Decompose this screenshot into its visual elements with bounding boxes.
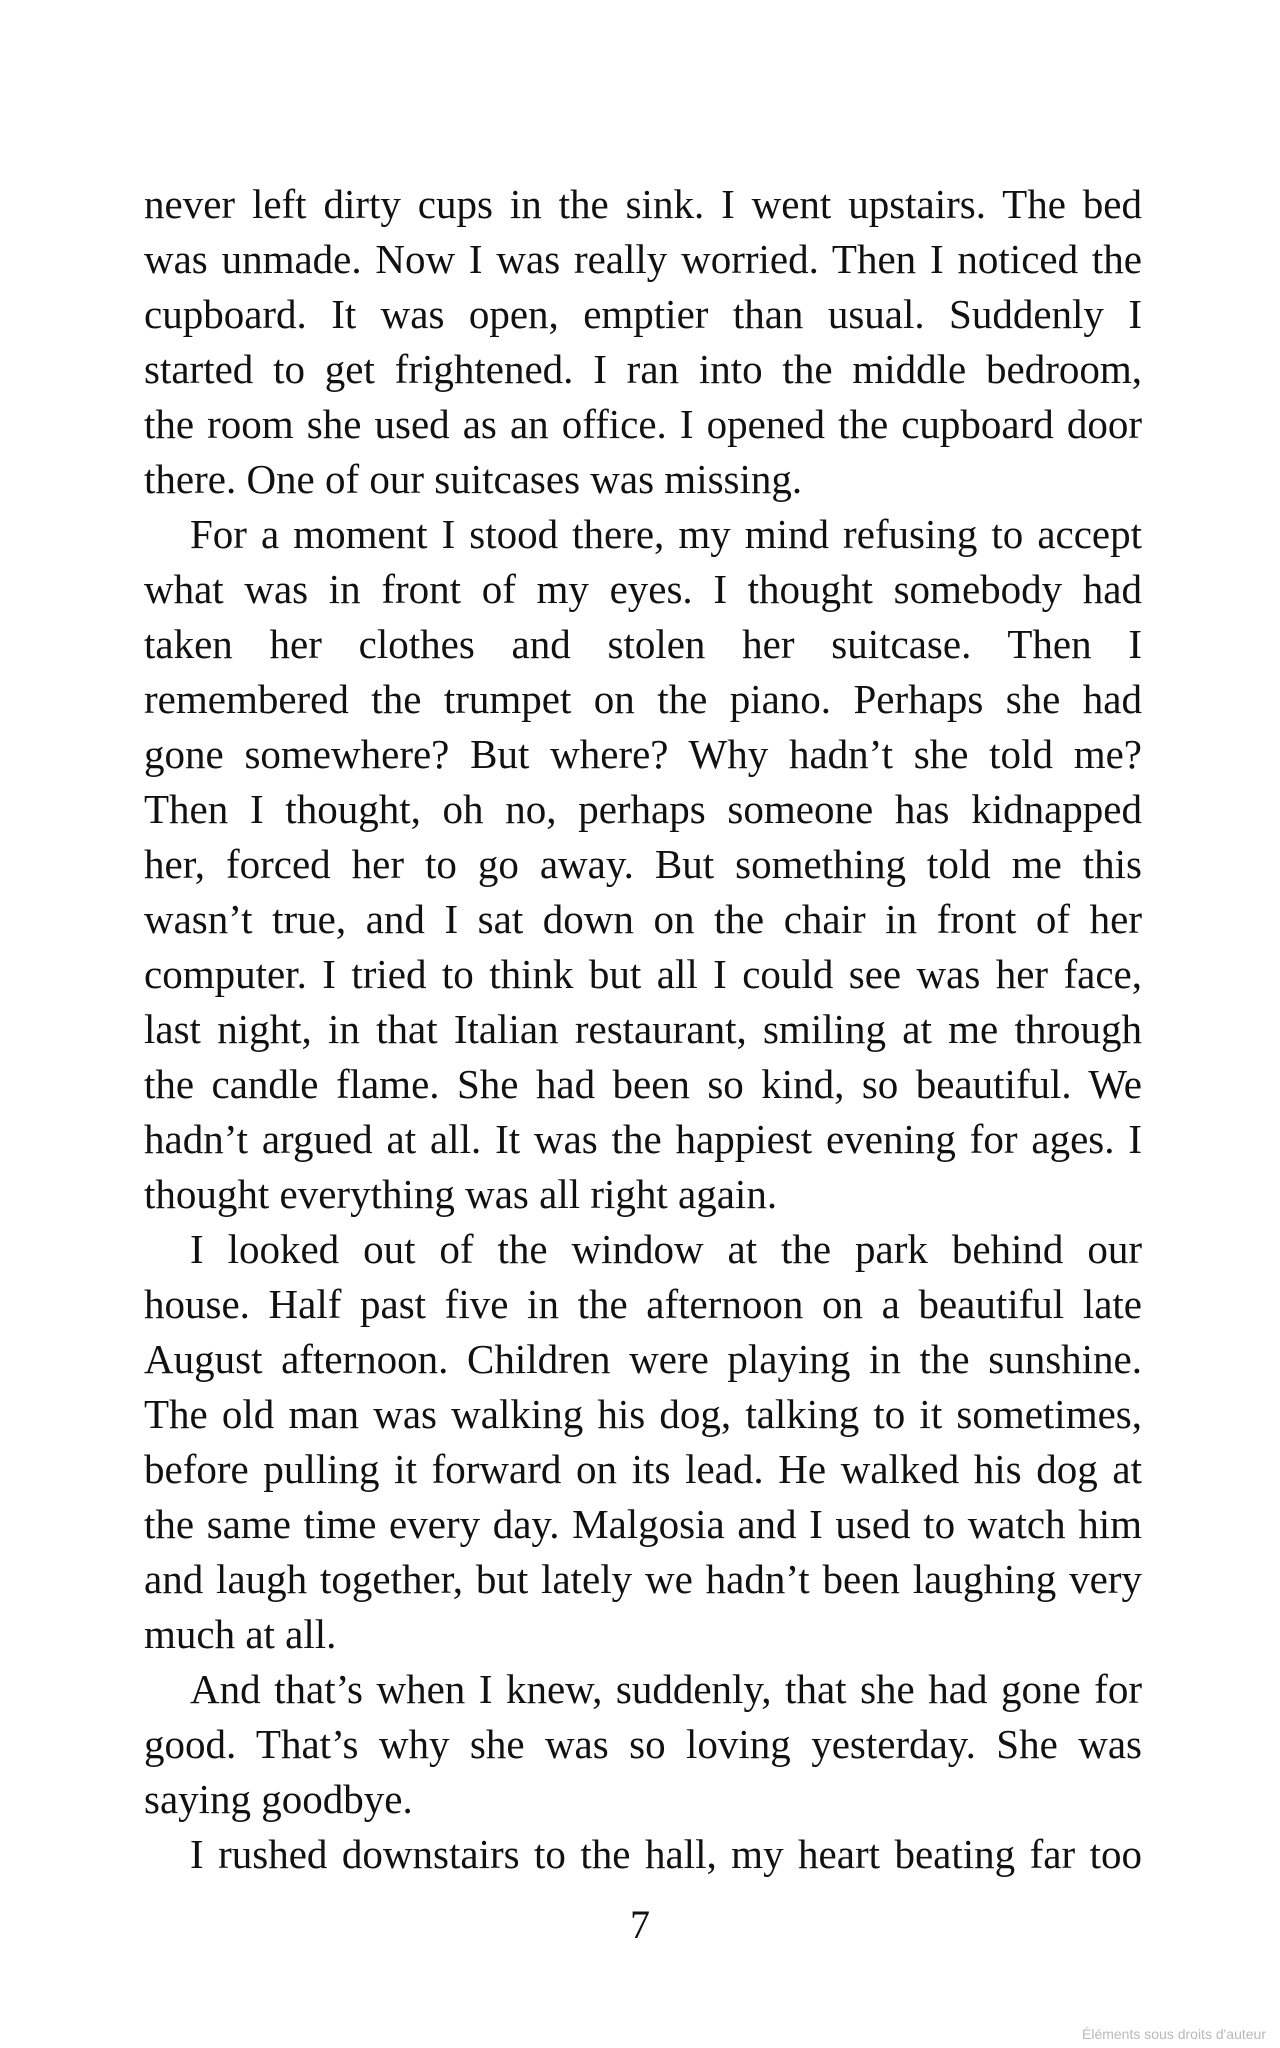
text-line: cupboard. It was open, emptier than usual. Suddenly I — [144, 291, 1142, 337]
text-line: house. Half past five in the afternoon on a beautiful late — [144, 1281, 1142, 1327]
text-line: I looked out of the window at the park behind our — [190, 1226, 1142, 1272]
text-line: last night, in that Italian restaurant, smiling at me through — [144, 1006, 1142, 1052]
text-line: much at all. — [144, 1611, 337, 1657]
text-line: thought everything was all right again. — [144, 1171, 778, 1217]
text-line: August afternoon. Children were playing in the sunshine. — [144, 1336, 1142, 1382]
text-line: saying goodbye. — [144, 1776, 413, 1822]
text-line: the same time every day. Malgosia and I used to watch him — [144, 1501, 1142, 1547]
page-number: 7 — [630, 1902, 650, 1947]
text-line: the room she used as an office. I opened the cupboard door — [144, 401, 1142, 447]
text-line: her, forced her to go away. But something told me this — [144, 841, 1142, 887]
text-line: Then I thought, oh no, perhaps someone has kidnapped — [144, 786, 1142, 832]
text-line: the candle flame. She had been so kind, so beautiful. We — [144, 1061, 1142, 1107]
text-line: gone somewhere? But where? Why hadn’t she told me? — [144, 731, 1142, 777]
text-line: before pulling it forward on its lead. He walked his dog at — [144, 1446, 1142, 1492]
text-line: And that’s when I knew, suddenly, that she had gone for — [190, 1666, 1142, 1712]
text-line: there. One of our suitcases was missing. — [144, 456, 803, 502]
text-line: computer. I tried to think but all I could see was her face, — [144, 951, 1142, 997]
text-line: taken her clothes and stolen her suitcase. Then I — [144, 621, 1142, 667]
text-line: The old man was walking his dog, talking to it sometimes, — [144, 1391, 1142, 1437]
text-line: started to get frightened. I ran into the middle bedroom, — [144, 346, 1142, 392]
text-line: wasn’t true, and I sat down on the chair in front of her — [144, 896, 1142, 942]
text-line: never left dirty cups in the sink. I went upstairs. The bed — [144, 181, 1142, 227]
text-line: For a moment I stood there, my mind refusing to accept — [190, 511, 1142, 557]
text-line: what was in front of my eyes. I thought somebody had — [144, 566, 1142, 612]
body-text — [144, 177, 1142, 1882]
text-line: hadn’t argued at all. It was the happiest evening for ages. I — [144, 1116, 1142, 1162]
text-line: and laugh together, but lately we hadn’t been laughing very — [144, 1556, 1142, 1602]
copyright-watermark: Éléments sous droits d'auteur — [1082, 2026, 1266, 2042]
text-line: remembered the trumpet on the piano. Perhaps she had — [144, 676, 1142, 722]
text-line: was unmade. Now I was really worried. Then I noticed the — [144, 236, 1142, 282]
text-line: good. That’s why she was so loving yesterday. She was — [144, 1721, 1142, 1767]
text-line: I rushed downstairs to the hall, my heart beating far too — [190, 1831, 1142, 1877]
